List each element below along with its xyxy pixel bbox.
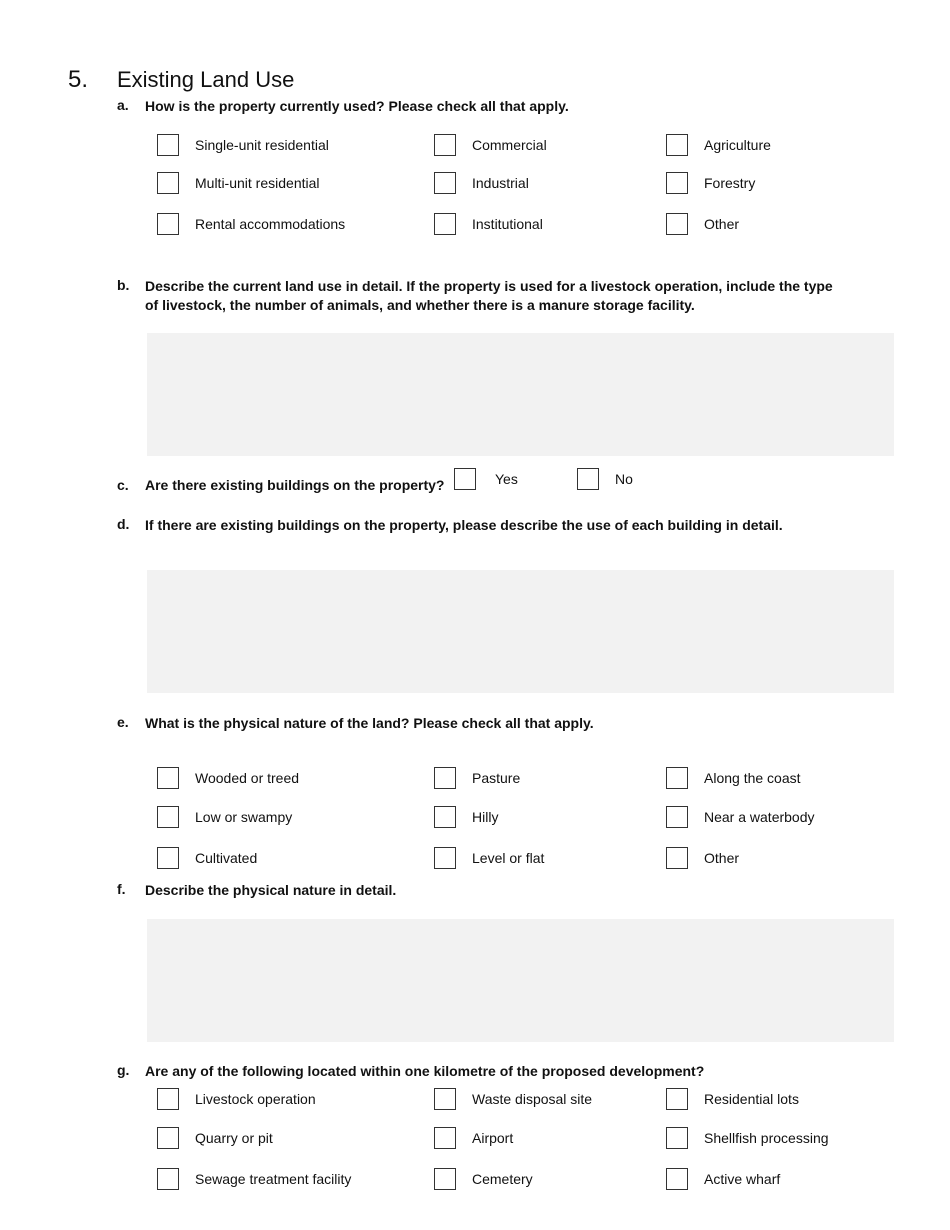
checkbox-e-0[interactable] (157, 767, 179, 789)
checkbox-e-1[interactable] (434, 767, 456, 789)
checkbox-g-2[interactable] (666, 1088, 688, 1110)
option-label-a-1: Commercial (472, 137, 547, 153)
checkbox-e-4[interactable] (434, 806, 456, 828)
question-a-letter: a. (117, 97, 129, 113)
option-label-g-3: Quarry or pit (195, 1130, 273, 1146)
checkbox-a-3[interactable] (157, 172, 179, 194)
checkbox-e-3[interactable] (157, 806, 179, 828)
option-label-g-7: Cemetery (472, 1171, 533, 1187)
checkbox-g-5[interactable] (666, 1127, 688, 1149)
question-e-text: What is the physical nature of the land? Please check all that apply. (145, 715, 594, 731)
option-label-e-4: Hilly (472, 809, 499, 825)
option-label-a-6: Rental accommodations (195, 216, 346, 232)
checkbox-a-7[interactable] (434, 213, 456, 235)
question-g-text: Are any of the following located within one kilometre of the proposed development? (145, 1063, 705, 1079)
option-label-e-6: Cultivated (195, 850, 258, 866)
checkbox-a-0[interactable] (157, 134, 179, 156)
question-d-letter: d. (117, 516, 130, 532)
checkbox-a-6[interactable] (157, 213, 179, 235)
question-f-text: Describe the physical nature in detail. (145, 882, 397, 898)
checkbox-e-7[interactable] (434, 847, 456, 869)
option-label-g-6: Sewage treatment facility (195, 1171, 352, 1187)
option-label-yes: Yes (495, 471, 518, 487)
checkbox-g-7[interactable] (434, 1168, 456, 1190)
question-c-text: Are there existing buildings on the property? (145, 477, 445, 493)
option-label-a-3: Multi-unit residential (195, 175, 320, 191)
option-label-e-5: Near a waterbody (704, 809, 815, 825)
question-g-letter: g. (117, 1062, 130, 1078)
building-use-description-field[interactable] (147, 570, 894, 693)
checkbox-e-5[interactable] (666, 806, 688, 828)
question-f-letter: f. (117, 881, 126, 897)
option-label-g-1: Waste disposal site (472, 1091, 593, 1107)
option-label-g-0: Livestock operation (195, 1091, 316, 1107)
option-label-g-5: Shellfish processing (704, 1130, 829, 1146)
physical-nature-description-field[interactable] (147, 919, 894, 1042)
option-label-e-0: Wooded or treed (195, 770, 300, 786)
checkbox-g-3[interactable] (157, 1127, 179, 1149)
option-label-a-5: Forestry (704, 175, 756, 191)
option-label-no: No (615, 471, 633, 487)
option-label-a-8: Other (704, 216, 740, 232)
question-a-text: How is the property currently used? Please check all that apply. (145, 98, 569, 114)
checkbox-a-5[interactable] (666, 172, 688, 194)
checkbox-g-1[interactable] (434, 1088, 456, 1110)
option-label-e-1: Pasture (472, 770, 521, 786)
option-label-a-0: Single-unit residential (195, 137, 329, 153)
checkbox-e-6[interactable] (157, 847, 179, 869)
checkbox-e-2[interactable] (666, 767, 688, 789)
option-label-e-3: Low or swampy (195, 809, 293, 825)
option-label-a-7: Institutional (472, 216, 543, 232)
option-label-g-2: Residential lots (704, 1091, 799, 1107)
question-b-text: Describe the current land use in detail. If the property is used for a livestock operation, include the type of livestock, the number of animals, and whether there is a manure storage facility. (145, 278, 833, 313)
section-title: Existing Land Use (117, 67, 295, 92)
option-label-a-2: Agriculture (704, 137, 771, 153)
question-c-letter: c. (117, 477, 129, 493)
checkbox-a-1[interactable] (434, 134, 456, 156)
checkbox-a-2[interactable] (666, 134, 688, 156)
land-use-description-field[interactable] (147, 333, 894, 456)
option-label-a-4: Industrial (472, 175, 529, 191)
checkbox-g-4[interactable] (434, 1127, 456, 1149)
option-label-g-4: Airport (472, 1130, 514, 1146)
checkbox-buildings-no[interactable] (577, 468, 599, 490)
option-label-e-7: Level or flat (472, 850, 545, 866)
checkbox-a-4[interactable] (434, 172, 456, 194)
option-label-e-8: Other (704, 850, 740, 866)
question-e-letter: e. (117, 714, 129, 730)
checkbox-a-8[interactable] (666, 213, 688, 235)
checkbox-buildings-yes[interactable] (454, 468, 476, 490)
section-number: 5. (68, 66, 89, 93)
checkbox-g-0[interactable] (157, 1088, 179, 1110)
checkbox-g-8[interactable] (666, 1168, 688, 1190)
checkbox-g-6[interactable] (157, 1168, 179, 1190)
checkbox-e-8[interactable] (666, 847, 688, 869)
question-b-letter: b. (117, 277, 130, 293)
question-d-text: If there are existing buildings on the property, please describe the use of each building in detail. (145, 517, 783, 533)
option-label-g-8: Active wharf (704, 1171, 781, 1187)
option-label-e-2: Along the coast (704, 770, 801, 786)
